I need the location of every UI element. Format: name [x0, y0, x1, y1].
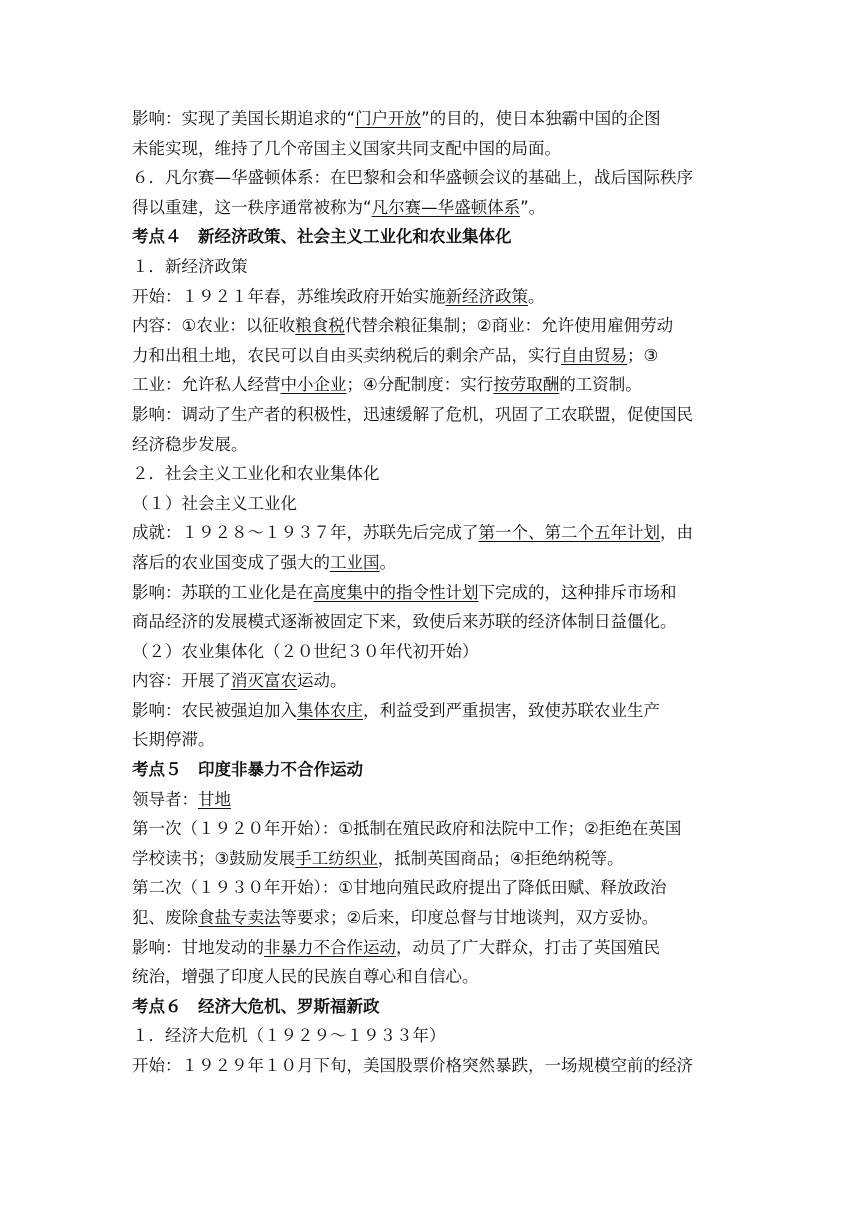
- text-segment: 经济稳步发展。: [132, 434, 248, 454]
- text-segment: １．新经济政策: [132, 256, 248, 276]
- text-line: [132, 637, 732, 667]
- text-segment: 下完成的，这种排斥市场和: [478, 582, 677, 602]
- text-line: [132, 311, 732, 341]
- text-line: [132, 430, 732, 460]
- text-segment: 工业：允许私人经营: [132, 375, 281, 395]
- text-segment: 商品经济的发展模式逐渐被固定下来，致使后来苏联的经济体制日益僵化。: [132, 612, 677, 632]
- underlined-keyword: 非暴力不合作运动: [264, 937, 396, 957]
- text-segment: ；③: [627, 345, 659, 365]
- section-heading: [132, 222, 732, 252]
- text-line: [132, 104, 732, 134]
- text-segment: （１）社会主义工业化: [132, 493, 297, 513]
- text-segment: 成就：１９２８～１９３７年，苏联先后完成了: [132, 523, 479, 543]
- underlined-keyword: 消灭富农: [231, 671, 297, 691]
- text-segment: （２）农业集体化（２０世纪３０年代初开始）: [132, 641, 479, 661]
- text-line: [132, 578, 732, 608]
- text-line: [132, 725, 732, 755]
- text-segment: 开始：１９２１年春，苏维埃政府开始实施: [132, 286, 446, 306]
- text-line: [132, 903, 732, 933]
- text-segment: 力和出租土地，农民可以自由买卖纳税后的剩余产品，实行: [132, 345, 561, 365]
- underlined-keyword: 新经济政策: [445, 286, 528, 306]
- text-line: [132, 518, 732, 548]
- text-segment: 长期停滞。: [132, 730, 215, 750]
- text-segment: 内容：开展了: [132, 671, 231, 691]
- text-segment: 影响：苏联的工业化是在: [132, 582, 314, 602]
- text-line: [132, 400, 732, 430]
- text-segment: 得以重建，这一秩序通常被称为“: [132, 197, 372, 217]
- text-line: [132, 459, 732, 489]
- text-segment: 运动。: [297, 671, 347, 691]
- text-segment: 未能实现，维持了几个帝国主义国家共同支配中国的局面。: [132, 138, 561, 158]
- underlined-keyword: 门户开放: [355, 109, 422, 128]
- underlined-keyword: 食盐专卖法: [198, 908, 281, 928]
- underlined-keyword: 凡尔赛—华盛顿体系: [371, 197, 521, 217]
- text-segment: 考点４ 新经济政策、社会主义工业化和农业集体化: [132, 227, 512, 247]
- underlined-keyword: 第一个、第二个五年计划: [478, 523, 660, 543]
- text-line: [132, 666, 732, 696]
- underlined-keyword: 高度集中的指令性计划: [313, 582, 479, 602]
- text-segment: ，动员了广大群众，打击了英国殖民: [396, 937, 660, 957]
- text-segment: 开始：１９２９年１０月下旬，美国股票价格突然暴跌，一场规模空前的经济: [132, 1056, 693, 1075]
- text-segment: １．经济大危机（１９２９～１９３３年）: [132, 1026, 446, 1046]
- text-segment: 影响：甘地发动的: [132, 937, 264, 957]
- text-line: [132, 489, 732, 519]
- text-line: [132, 1051, 732, 1081]
- text-segment: 等要求；②后来，印度总督与甘地谈判，双方妥协。: [280, 908, 659, 928]
- text-line: [132, 282, 732, 312]
- text-line: [132, 134, 732, 164]
- text-line: [132, 370, 732, 400]
- text-segment: 影响：调动了生产者的积极性，迅速缓解了危机，巩固了工农联盟，促使国民: [132, 404, 693, 424]
- text-line: [132, 163, 732, 193]
- underlined-keyword: 工业国: [330, 552, 380, 572]
- text-segment: 学校读书；③鼓励发展: [132, 848, 296, 868]
- text-line: [132, 548, 732, 578]
- text-segment: 犯、废除: [132, 908, 198, 928]
- text-segment: 落后的农业国变成了强大的: [132, 552, 330, 572]
- text-segment: 。: [528, 286, 545, 306]
- text-line: [132, 873, 732, 903]
- text-segment: 第一次（１９２０年开始）：①抵制在殖民政府和法院中工作；②拒绝在英国: [132, 819, 682, 839]
- text-segment: ２．社会主义工业化和农业集体化: [132, 464, 380, 484]
- text-line: [132, 341, 732, 371]
- underlined-keyword: 手工纺织业: [295, 848, 378, 868]
- text-segment: ，利益受到严重损害，致使苏联农业生产: [363, 700, 660, 720]
- text-segment: 内容：①农业：以征收: [132, 316, 296, 336]
- section-heading: [132, 992, 732, 1022]
- text-line: [132, 1021, 732, 1051]
- text-segment: 领导者：: [132, 789, 198, 809]
- text-segment: 代替余粮征集制；②商业：允许使用雇佣劳动: [344, 316, 674, 336]
- underlined-keyword: 按劳取酬: [493, 375, 560, 395]
- text-segment: ；④分配制度：实行: [346, 375, 494, 395]
- text-segment: 的工资制。: [559, 375, 642, 395]
- text-line: [132, 933, 732, 963]
- text-segment: 统治，增强了印度人民的民族自尊心和自信心。: [132, 967, 479, 987]
- text-segment: 影响：农民被强迫加入: [132, 700, 297, 720]
- text-line: [132, 252, 732, 282]
- text-segment: 考点６ 经济大危机、罗斯福新政: [132, 996, 380, 1016]
- text-line: [132, 962, 732, 992]
- text-segment: ”。: [520, 197, 546, 217]
- text-line: [132, 607, 732, 637]
- text-segment: 影响：实现了美国长期追求的“: [132, 109, 356, 128]
- text-line: [132, 814, 732, 844]
- section-heading: [132, 755, 732, 785]
- underlined-keyword: 中小企业: [280, 375, 347, 395]
- underlined-keyword: 粮食税: [295, 316, 345, 336]
- text-segment: 第二次（１９３０年开始）：①甘地向殖民政府提出了降低田赋、释放政治: [132, 878, 667, 898]
- underlined-keyword: 甘地: [198, 789, 231, 809]
- underlined-keyword: 自由贸易: [561, 345, 627, 365]
- text-segment: ”的目的，使日本独霸中国的企图: [421, 109, 661, 128]
- text-line: [132, 696, 732, 726]
- text-segment: ６．凡尔赛—华盛顿体系：在巴黎和会和华盛顿会议的基础上，战后国际秩序: [132, 168, 693, 188]
- text-line: [132, 844, 732, 874]
- text-segment: 考点５ 印度非暴力不合作运动: [132, 760, 363, 780]
- document-page: [132, 104, 732, 1081]
- text-line: [132, 785, 732, 815]
- text-segment: 。: [379, 552, 396, 572]
- text-line: [132, 193, 732, 223]
- text-segment: ，由: [660, 523, 693, 543]
- text-segment: ，抵制英国商品；④拒绝纳税等。: [377, 848, 624, 868]
- underlined-keyword: 集体农庄: [297, 700, 363, 720]
